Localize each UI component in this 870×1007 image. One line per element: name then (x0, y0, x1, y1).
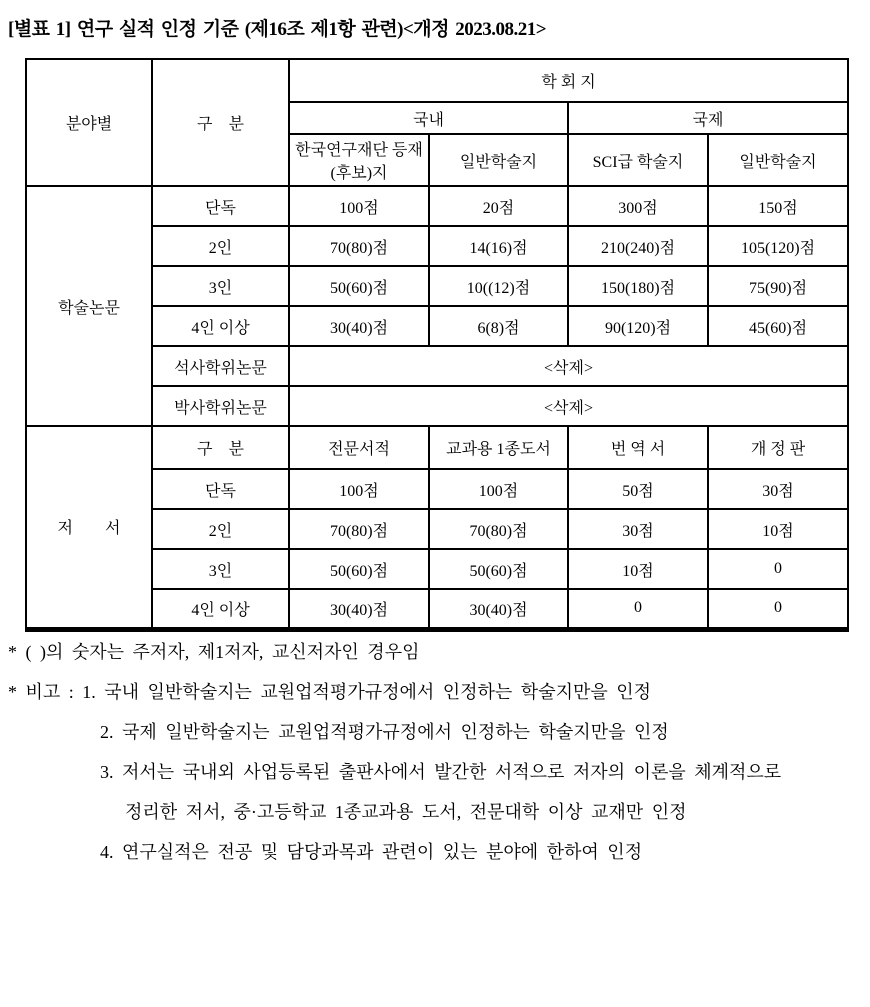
score-cell: 50(60)점 (289, 549, 429, 589)
score-cell: 150(180)점 (568, 266, 708, 306)
header-category: 구 분 (152, 59, 289, 186)
header-journal-group: 학 회 지 (289, 59, 848, 102)
books-subheader-col: 번 역 서 (568, 426, 708, 469)
row-label: 3인 (152, 549, 289, 589)
books-subheader-category: 구 분 (152, 426, 289, 469)
page-title: [별표 1] 연구 실적 인정 기준 (제16조 제1항 관련)<개정 2023.08.21> (8, 19, 547, 40)
row-label: 단독 (152, 186, 289, 226)
books-subheader-row (26, 426, 848, 469)
header-subcol-sci: SCI급 학술지 (568, 134, 708, 186)
score-cell: 30(40)점 (429, 589, 568, 629)
score-cell: 30점 (568, 509, 708, 549)
section-label-papers: 학술논문 (26, 186, 152, 426)
row-label: 석사학위논문 (152, 346, 289, 386)
header-subcol-krf: 한국연구재단 등재(후보)지 (289, 134, 429, 186)
row-label: 2인 (152, 226, 289, 266)
header-field: 분야별 (26, 59, 152, 186)
row-label: 2인 (152, 509, 289, 549)
deleted-cell: <삭제> (289, 346, 848, 386)
row-label: 4인 이상 (152, 589, 289, 629)
score-cell: 50점 (568, 469, 708, 509)
score-cell: 300점 (568, 186, 708, 226)
score-cell: 100점 (429, 469, 568, 509)
header-subcol-general-domestic: 일반학술지 (429, 134, 568, 186)
score-cell: 70(80)점 (289, 509, 429, 549)
score-cell: 50(60)점 (429, 549, 568, 589)
score-cell: 100점 (289, 186, 429, 226)
header-international: 국제 (568, 102, 848, 134)
score-cell: 75(90)점 (708, 266, 848, 306)
header-domestic: 국내 (289, 102, 568, 134)
score-cell: 10점 (568, 549, 708, 589)
row-label: 3인 (152, 266, 289, 306)
table-row (26, 186, 848, 226)
books-subheader-col: 전문서적 (289, 426, 429, 469)
score-cell: 105(120)점 (708, 226, 848, 266)
score-cell: 0 (708, 589, 848, 629)
research-score-table (25, 58, 849, 632)
score-cell: 70(80)점 (289, 226, 429, 266)
score-cell: 30(40)점 (289, 589, 429, 629)
footnote-remark-4: 4. 연구실적은 전공 및 담당과목과 관련이 있는 분야에 한하여 인정 (100, 842, 643, 862)
score-cell: 150점 (708, 186, 848, 226)
score-cell: 14(16)점 (429, 226, 568, 266)
footnote-remark-3-cont: 정리한 저서, 중·고등학교 1종교과용 도서, 전문대학 이상 교재만 인정 (125, 802, 687, 822)
score-cell: 50(60)점 (289, 266, 429, 306)
footnote-remark-1: * 비고 : 1. 국내 일반학술지는 교원업적평가규정에서 인정하는 학술지만을 인정 (8, 682, 652, 702)
score-cell: 90(120)점 (568, 306, 708, 346)
row-label: 4인 이상 (152, 306, 289, 346)
footnote-remark-3: 3. 저서는 국내외 사업등록된 출판사에서 발간한 서적으로 저자의 이론을 체계적으로 (100, 762, 782, 782)
footnote-remark-2: 2. 국제 일반학술지는 교원업적평가규정에서 인정하는 학술지만을 인정 (100, 722, 669, 742)
score-cell: 0 (568, 589, 708, 629)
books-subheader-col: 교과용 1종도서 (429, 426, 568, 469)
score-cell: 30점 (708, 469, 848, 509)
score-cell: 20점 (429, 186, 568, 226)
footnote-parentheses-note: * ( )의 숫자는 주저자, 제1저자, 교신저자인 경우임 (8, 642, 420, 662)
header-subcol-general-intl: 일반학술지 (708, 134, 848, 186)
footnotes (8, 632, 864, 872)
score-cell: 0 (708, 549, 848, 589)
books-subheader-col: 개 정 판 (708, 426, 848, 469)
row-label: 단독 (152, 469, 289, 509)
score-cell: 100점 (289, 469, 429, 509)
row-label: 박사학위논문 (152, 386, 289, 426)
score-cell: 10점 (708, 509, 848, 549)
score-cell: 6(8)점 (429, 306, 568, 346)
score-cell: 30(40)점 (289, 306, 429, 346)
score-cell: 10((12)점 (429, 266, 568, 306)
score-cell: 70(80)점 (429, 509, 568, 549)
score-cell: 210(240)점 (568, 226, 708, 266)
deleted-cell: <삭제> (289, 386, 848, 426)
score-cell: 45(60)점 (708, 306, 848, 346)
section-label-books: 저 서 (26, 426, 152, 629)
header-row-journal (26, 59, 848, 102)
